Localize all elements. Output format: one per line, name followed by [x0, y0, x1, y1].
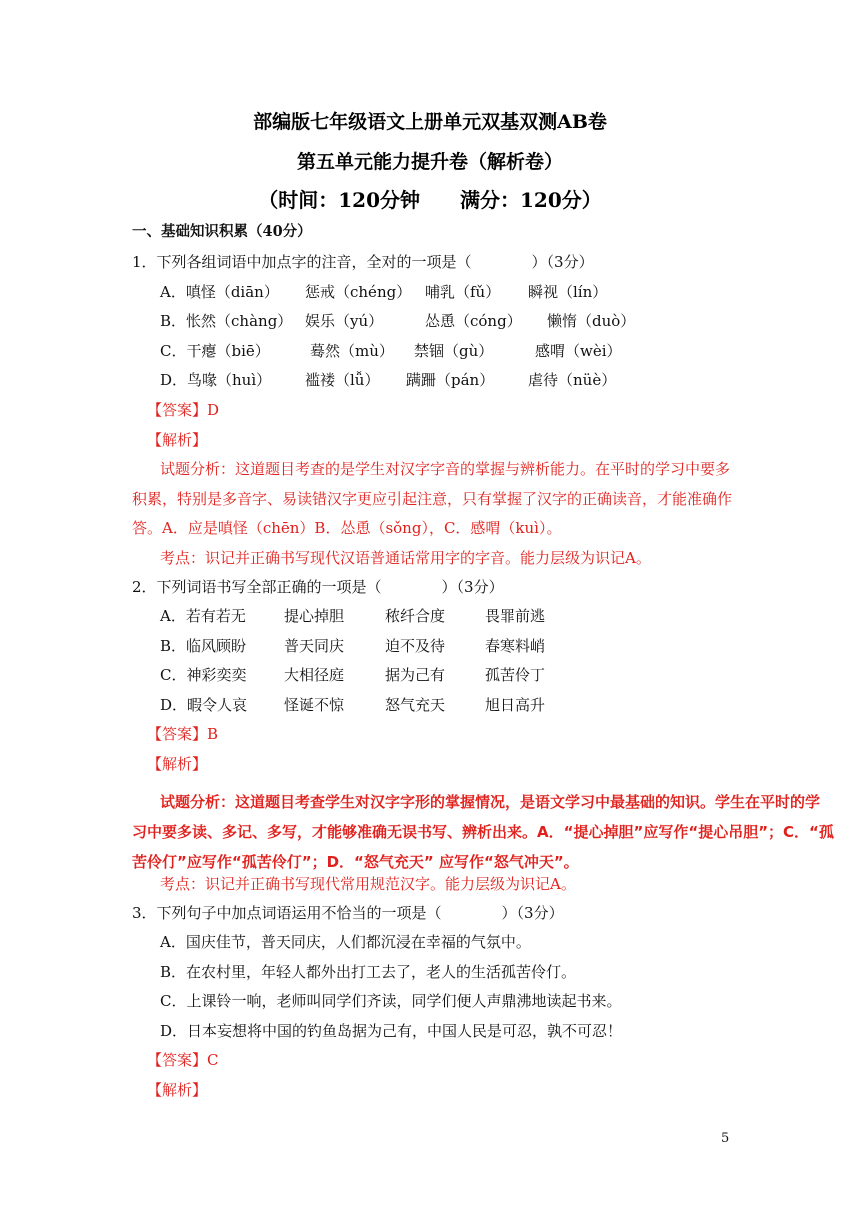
- option-cell: 孤苦伶丁: [485, 666, 546, 684]
- option-cell: 春寒料峭: [485, 637, 546, 655]
- q1-analysis-line: 答。A．应是嗔怪（chēn）B．怂恿（sǒng），C．感喟（kuì）。: [132, 519, 562, 537]
- option-cell: 虐待（nüè）: [528, 371, 617, 389]
- q3-answer: 【答案】C: [147, 1051, 219, 1069]
- q1-kaodian: 考点：识记并正确书写现代汉语普通话常用字的字音。能力层级为识记A。: [160, 549, 651, 567]
- option-cell: B．临风顾盼: [160, 637, 247, 655]
- q1-analysis-line: 试题分析：这道题目考查的是学生对汉字字音的掌握与辨析能力。在平时的学习中要多: [160, 460, 731, 478]
- doc-subtitle: 第五单元能力提升卷（解析卷）: [296, 151, 563, 173]
- option-cell: A．嗔怪（diān）: [160, 283, 279, 301]
- option-cell: 普天同庆: [284, 637, 345, 655]
- option-cell: 提心掉胆: [284, 607, 345, 625]
- option-cell: B．怅然（chàng）: [160, 312, 293, 330]
- q2-answer: 【答案】B: [147, 725, 219, 743]
- q3-stem: 3．下列句子中加点词语运用不恰当的一项是（ ）（3分）: [132, 904, 564, 922]
- section-heading: 一、基础知识积累（40分）: [132, 223, 312, 240]
- q3-analysis-tag: 【解析】: [147, 1081, 208, 1099]
- option-cell: 娱乐（yú）: [305, 312, 384, 330]
- option-cell: 据为己有: [385, 666, 446, 684]
- option-cell: 蓦然（mù）: [310, 342, 394, 360]
- option-cell: C．干瘪（biē）: [160, 342, 270, 360]
- q1-stem: 1．下列各组词语中加点字的注音，全对的一项是（ ）（3分）: [132, 253, 594, 271]
- option-cell: 感喟（wèi）: [535, 342, 622, 360]
- q3-option-c: C．上课铃一响，老师叫同学们齐读，同学们便人声鼎沸地读起书来。: [160, 992, 622, 1010]
- option-cell: 懒惰（duò）: [547, 312, 636, 330]
- q1-analysis-tag: 【解析】: [147, 431, 208, 449]
- q2-analysis-tag: 【解析】: [147, 755, 208, 773]
- option-cell: 怂恿（cóng）: [425, 312, 522, 330]
- option-cell: 旭日高升: [485, 696, 546, 714]
- q3-option-b: B．在农村里，年轻人都外出打工去了，老人的生活孤苦伶仃。: [160, 963, 577, 981]
- option-cell: 怒气充天: [385, 696, 446, 714]
- q2-analysis-line: 苦伶仃”应写作“孤苦伶仃”；D．“怒气充天” 应写作“怒气冲天”。: [132, 853, 579, 871]
- option-cell: 褴褛（lǚ）: [305, 371, 380, 389]
- q2-analysis-line: 习中要多读、多记、多写，才能够准确无误书写、辨析出来。A．“提心掉胆”应写作“提心吊胆”；C．“孤: [132, 823, 834, 841]
- q3-option-a: A．国庆佳节，普天同庆，人们都沉浸在幸福的气氛中。: [160, 933, 531, 951]
- option-cell: 瞬视（lín）: [528, 283, 608, 301]
- option-cell: D．鸟喙（huì）: [160, 371, 272, 389]
- option-cell: 哺乳（fǔ）: [425, 283, 501, 301]
- q1-answer: 【答案】D: [147, 401, 220, 419]
- option-cell: 大相径庭: [284, 666, 345, 684]
- option-cell: 畏罪前逃: [485, 607, 546, 625]
- option-cell: D．暇令人哀: [160, 696, 248, 714]
- q2-stem: 2．下列词语书写全部正确的一项是（ ）（3分）: [132, 578, 504, 596]
- q3-option-d: D．日本妄想将中国的钓鱼岛据为己有，中国人民是可忍，孰不可忍！: [160, 1022, 623, 1040]
- option-cell: 蹒跚（pán）: [406, 371, 495, 389]
- option-cell: 惩戒（chéng）: [305, 283, 412, 301]
- option-cell: C．神彩奕奕: [160, 666, 247, 684]
- q2-analysis-line: 试题分析：这道题目考查学生对汉字字形的掌握情况，是语文学习中最基础的知识。学生在平时的学: [160, 793, 821, 811]
- page-number: 5: [721, 1131, 730, 1146]
- option-cell: A．若有若无: [160, 607, 246, 625]
- option-cell: 禁锢（gù）: [414, 342, 494, 360]
- option-cell: 怪诞不惊: [284, 696, 345, 714]
- q1-analysis-line: 积累，特别是多音字、易读错汉字更应引起注意，只有掌握了汉字的正确读音，才能准确作: [132, 490, 733, 508]
- q2-kaodian: 考点：识记并正确书写现代常用规范汉字。能力层级为识记A。: [160, 875, 576, 893]
- doc-time-score: （时间：120分钟 满分：120分）: [258, 188, 602, 212]
- option-cell: 迫不及待: [385, 637, 446, 655]
- option-cell: 秾纤合度: [385, 607, 446, 625]
- doc-title: 部编版七年级语文上册单元双基双测AB卷: [253, 111, 607, 133]
